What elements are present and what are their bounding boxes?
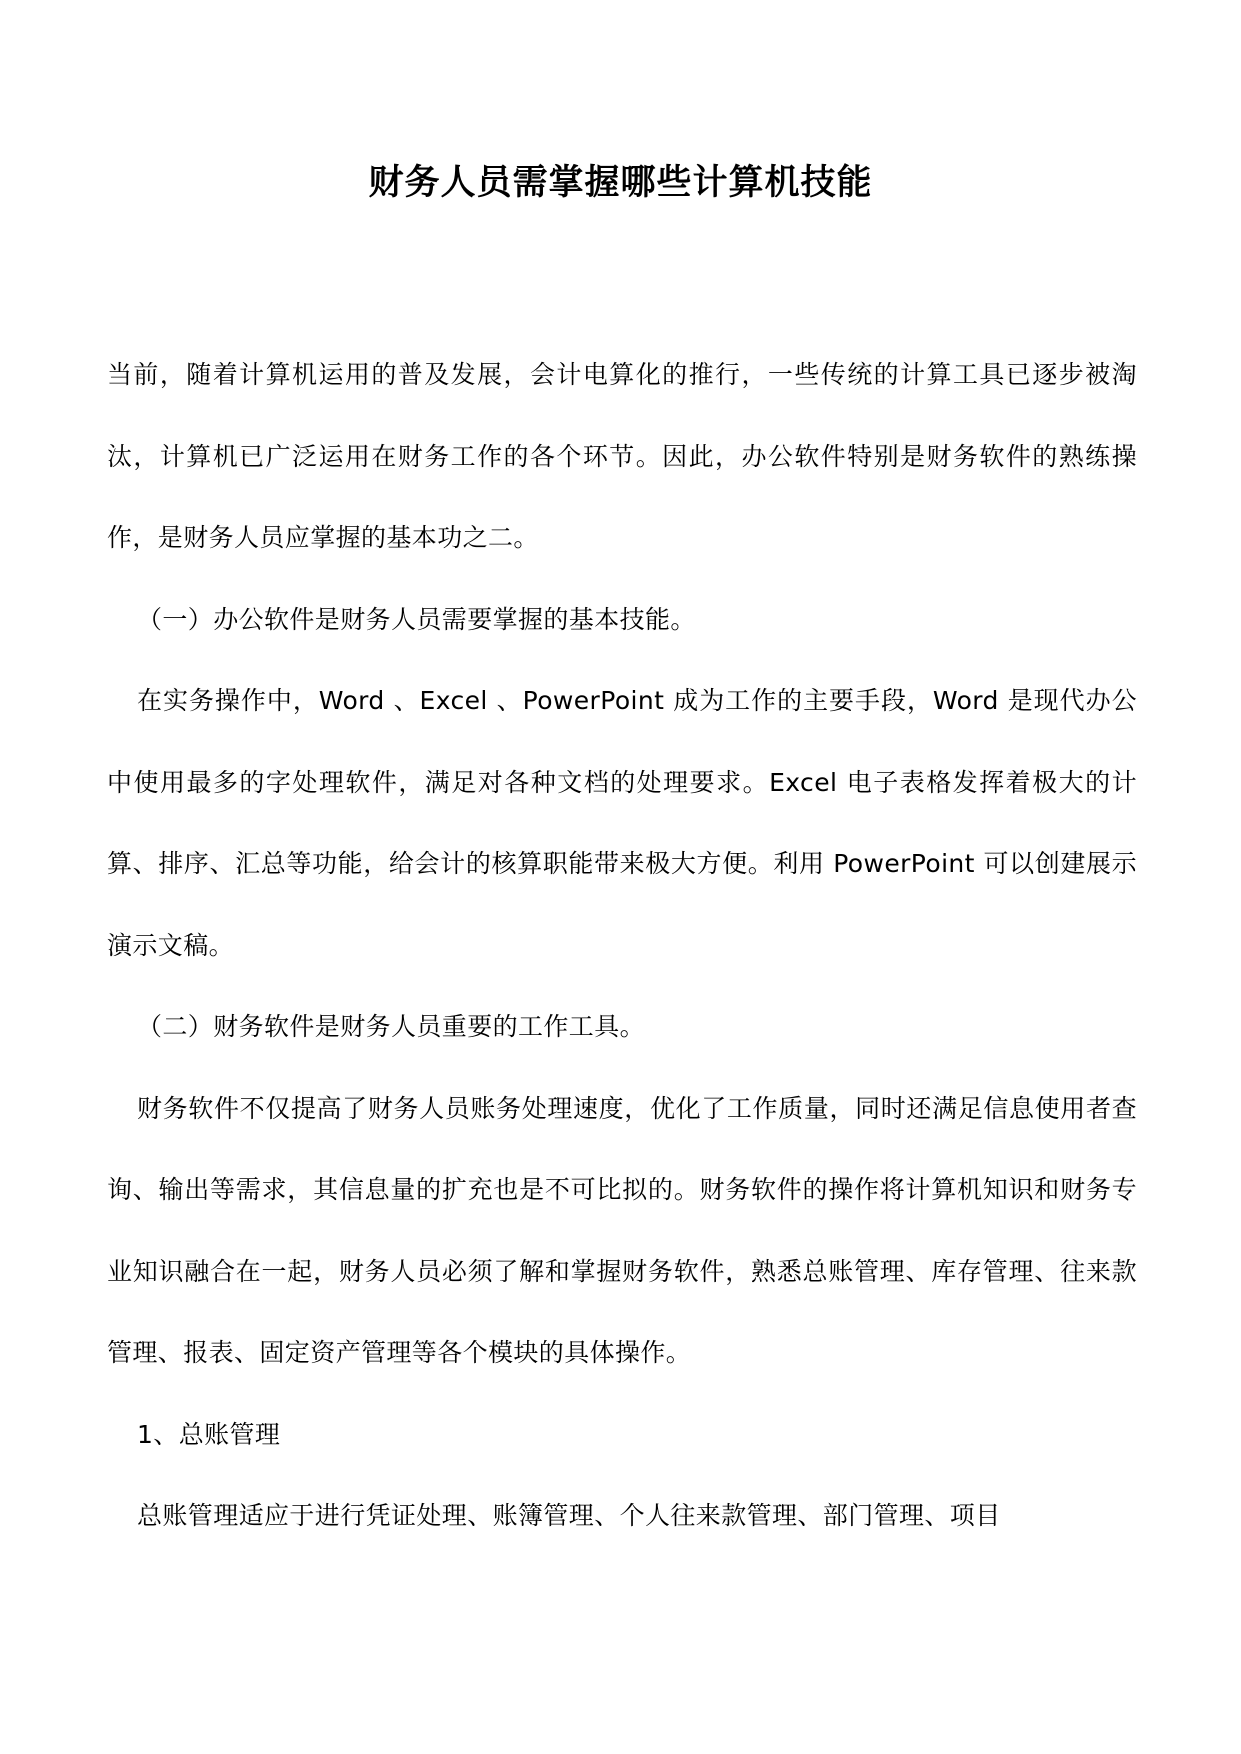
- document-body: [107, 334, 1137, 1557]
- subsection-heading-general-ledger: 1、总账管理: [137, 1419, 281, 1449]
- section-heading-office-software: （一）办公软件是财务人员需要掌握的基本技能。: [137, 604, 696, 634]
- paragraph-office-software: 在实务操作中，Word 、Excel 、PowerPoint 成为工作的主要手段，Word 是现代办公中使用最多的字处理软件，满足对各种文档的处理要求。Excel 电子表格发挥着极大的计算、排序、汇总等功能，给会计的核算职能带来极大方便。利用 PowerPoint 可以创建展示演示文稿。: [107, 686, 1137, 960]
- paragraph-intro: 当前，随着计算机运用的普及发展，会计电算化的推行，一些传统的计算工具已逐步被淘汰，计算机已广泛运用在财务工作的各个环节。因此，办公软件特别是财务软件的熟练操作，是财务人员应掌握的基本功之二。: [107, 360, 1137, 552]
- paragraph-general-ledger: 总账管理适应于进行凭证处理、账簿管理、个人往来款管理、部门管理、项目: [137, 1501, 1001, 1530]
- section-heading-financial-software: （二）财务软件是财务人员重要的工作工具。: [137, 1012, 646, 1041]
- paragraph-financial-software: 财务软件不仅提高了财务人员账务处理速度，优化了工作质量，同时还满足信息使用者查询、输出等需求，其信息量的扩充也是不可比拟的。财务软件的操作将计算机知识和财务专业知识融合在一起，财务人员必须了解和掌握财务软件，熟悉总账管理、库存管理、往来款管理、报表、固定资产管理等各个模块的具体操作。: [107, 1093, 1137, 1367]
- document-title: 财务人员需掌握哪些计算机技能: [368, 163, 873, 203]
